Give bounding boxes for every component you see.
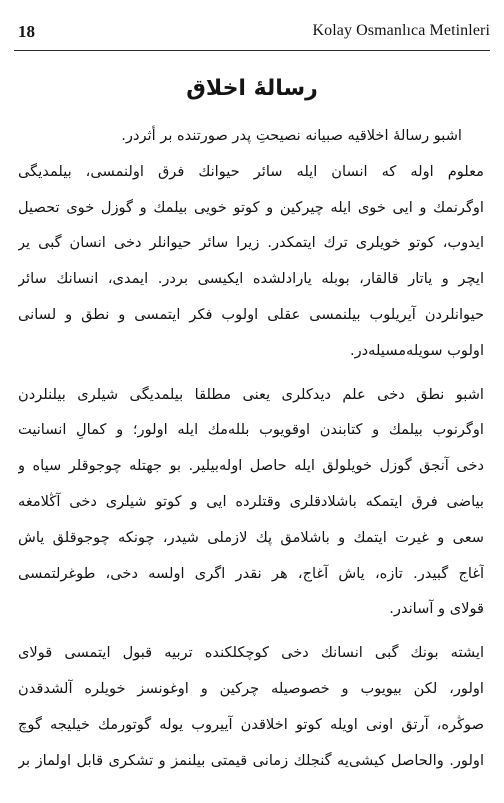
text-line: معلوم اوله که انسان ایله سائر حیوانك فرق اولنمسی، بیلمدیگی (18, 162, 484, 180)
text-line: اولوب سویله‌مسیله‌در. (349, 341, 484, 359)
text-line: ایشته بونك گبی انسانك دخی كوچكلكنده تربیه قبول ایتمسی قولای (18, 644, 484, 662)
text-line: اولور. والحاصل كیشی‌یه گنجلك زمانی قیمتی بیلنمز و تشكری قابل اولماز بر (18, 751, 484, 769)
text-line: حیوانلردن آیریلوب بیلنمسی عقلی اولوب فكر ایتمسی و نطق و لسانی (18, 305, 484, 323)
text-line: اشبو رسالۀ اخلاقیه صبیانه نصیحتِ پدر صورتنده بر أثردر. (121, 127, 462, 144)
section-title: رسالۀ اخلاق (186, 76, 318, 101)
running-title: Kolay Osmanlıca Metinleri (312, 22, 490, 39)
text-line: ایدوب، كوتو خویلری ترك ایتمكدر. زیرا سائر حیوانلر دخی انسان گبی یر (18, 234, 484, 252)
paragraph-1 (18, 154, 484, 369)
text-line: بیاضی فرق ایتمكه باشلادقلری وقتلرده ایی و كوتو شیلری دخی آڭلامغه (18, 492, 484, 510)
text-line: اشبو نطق دخی علم دیدكلری یعنی مطلقا بیلمدیگی شیلری بیلنلردن (18, 385, 484, 403)
page-header (14, 22, 490, 46)
paragraph-3 (18, 635, 484, 778)
text-line: اوگرنمك و ایی خوی ایله چیركین و كوتو خویی بیلمك و گوزل خوی تحصیل (18, 198, 484, 216)
text-line: قولای و آساندر. (389, 600, 484, 618)
text-line: آغاج گبیدر. تازه، یاش آغاج، هر نقدر اگری اولسه دخی، طوغرلتمسی (18, 564, 484, 582)
paragraph-intro (18, 118, 484, 154)
paragraph-2 (18, 377, 484, 628)
text-line: ایچر و یاتار قالقار، بوبله یارادلشده ایكیسی بردر. ایمدی، انسانك سائر (18, 270, 484, 288)
header-rule (14, 50, 490, 51)
paragraph-gap (18, 627, 484, 635)
page-number: 18 (18, 22, 35, 41)
text-line: اوگرنوب بیلمك و كتابندن اوقویوب بللەمك ایله اولور؛ و كمالِ انسانیت (18, 421, 484, 439)
body-text (18, 118, 484, 778)
paragraph-gap (18, 369, 484, 377)
text-line: دخی آنجق گوزل خویلولق ایله حاصل اوله‌بیلیر. بو جهتله چوجوقلر سیاه و (18, 457, 484, 475)
text-line: صوڭره، آرتق اونی اویله كوتو اخلاقدن آییروب یوله گوتورمك خیلیجه گوچ (18, 715, 484, 733)
text-line: اولور، لكن بیویوب و خصوصیله چركین و اوغونسز خویلره آلشدقدن (18, 679, 484, 697)
text-line: سعی و غیرت ایتمك و باشلامق پك لازملی شیدر، چونكه چوجوقلق یاش (18, 528, 484, 546)
